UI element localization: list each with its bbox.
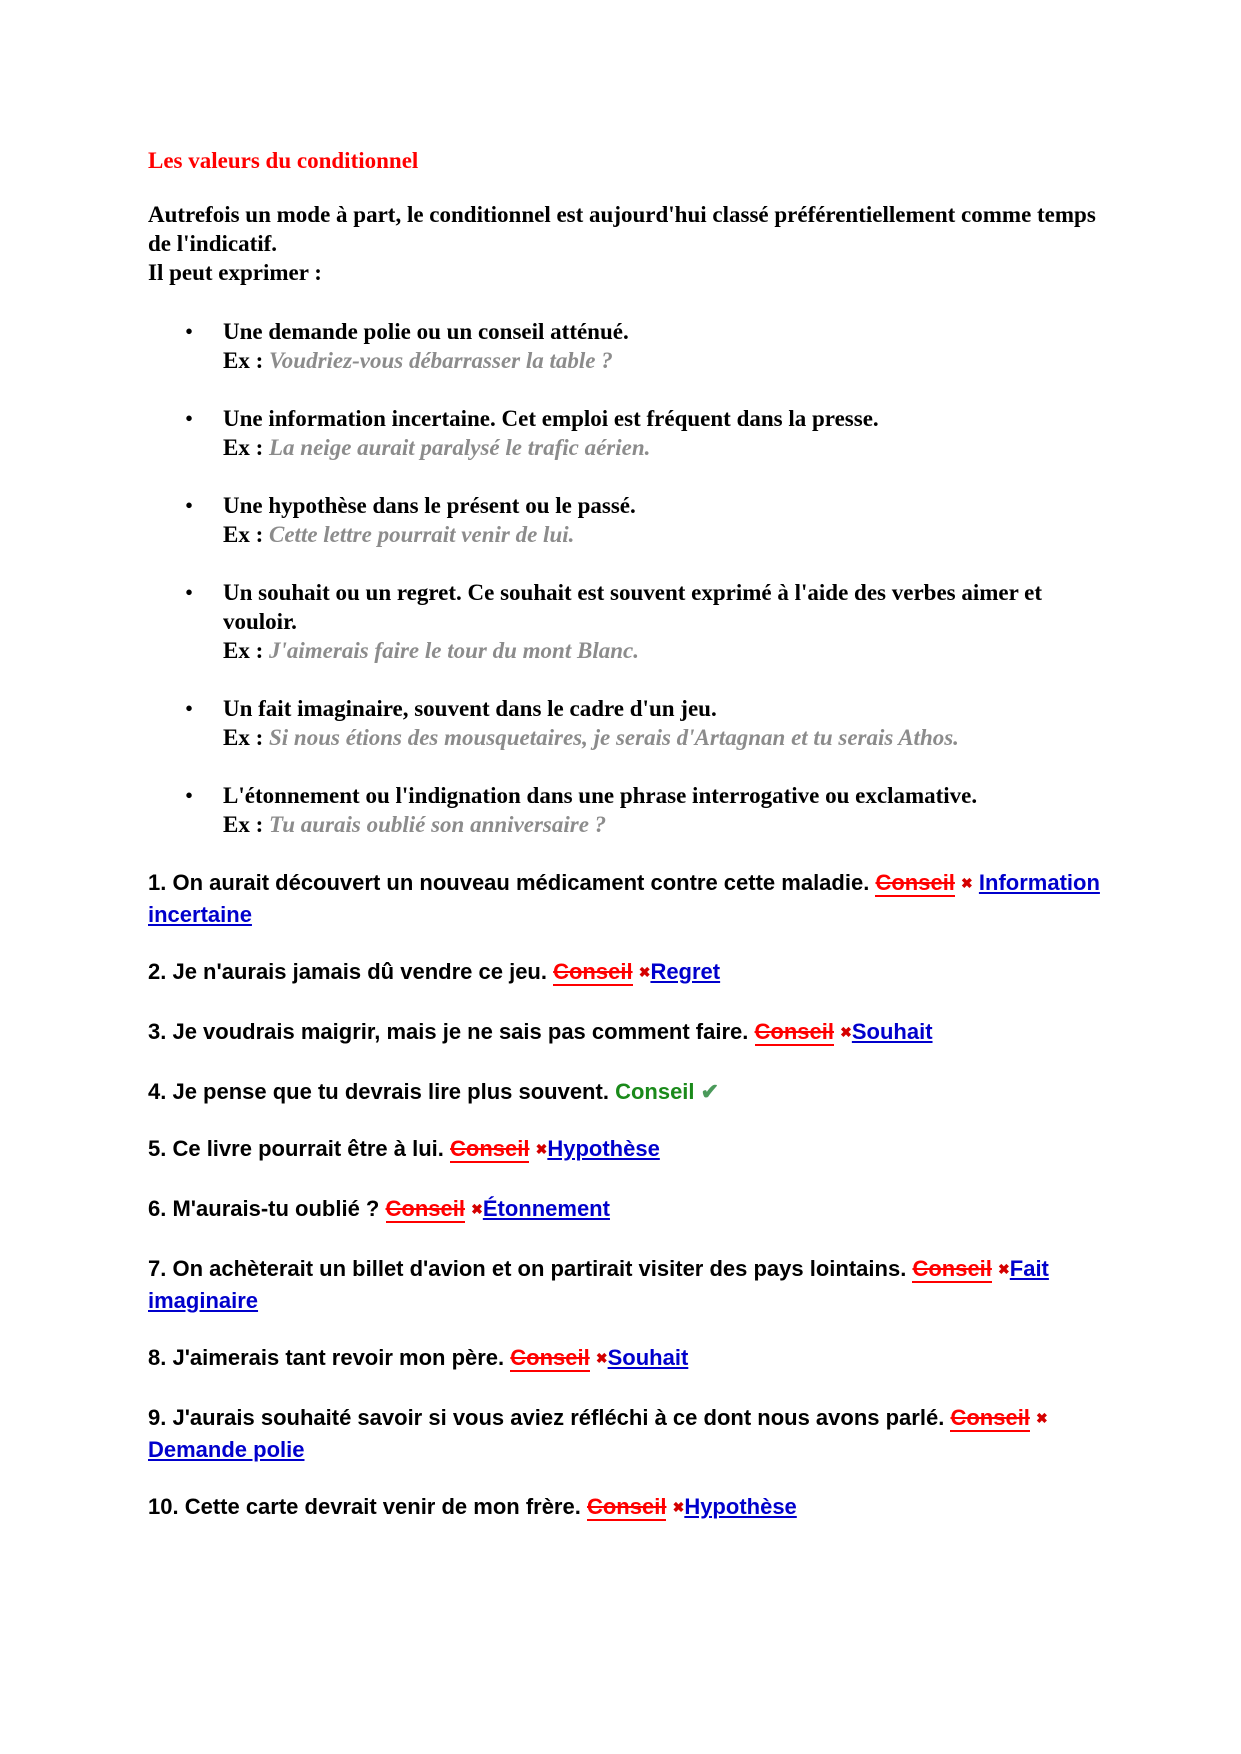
- quiz-item: [148, 1017, 1108, 1049]
- document-title: Les valeurs du conditionnel: [148, 148, 419, 173]
- example-text: La neige aurait paralysé le trafic aérien.: [269, 435, 651, 460]
- wrong-answer: Conseil: [912, 1256, 992, 1281]
- example-text: Tu aurais oublié son anniversaire ?: [269, 812, 607, 837]
- quiz-list: [148, 868, 1108, 1524]
- quiz-sentence: 3. Je voudrais maigrir, mais je ne sais pas comment faire.: [148, 1019, 749, 1044]
- use-text: Une hypothèse dans le présent ou le passé.: [223, 493, 636, 518]
- quiz-sentence: 1. On aurait découvert un nouveau médicament contre cette maladie.: [148, 870, 870, 895]
- correct-answer: Fait imaginaire: [148, 1256, 1049, 1313]
- example-label: Ex :: [223, 522, 264, 547]
- example-label: Ex :: [223, 435, 264, 460]
- use-item: [148, 317, 1108, 375]
- cross-icon: ✖: [840, 1024, 852, 1040]
- bullet-icon: •: [185, 319, 194, 344]
- uses-list: [148, 317, 1108, 839]
- use-item: [148, 781, 1108, 839]
- use-item: [148, 578, 1108, 665]
- example-label: Ex :: [223, 638, 264, 663]
- quiz-item: [148, 868, 1108, 929]
- use-text: L'étonnement ou l'indignation dans une phrase interrogative ou exclamative.: [223, 783, 978, 808]
- example-text: Si nous étions des mousquetaires, je serais d'Artagnan et tu serais Athos.: [269, 725, 959, 750]
- wrong-answer: Conseil: [950, 1405, 1030, 1430]
- quiz-sentence: 5. Ce livre pourrait être à lui.: [148, 1136, 444, 1161]
- wrong-answer: Conseil: [586, 1494, 667, 1519]
- wrong-answer: Conseil: [450, 1136, 530, 1161]
- example-label: Ex :: [223, 348, 264, 373]
- quiz-sentence: 10. Cette carte devrait venir de mon frère.: [148, 1494, 581, 1519]
- check-icon: ✔: [700, 1079, 720, 1104]
- example-label: Ex :: [223, 725, 264, 750]
- bullet-icon: •: [185, 696, 194, 721]
- quiz-item: [148, 1343, 1108, 1375]
- quiz-item: [148, 1492, 1108, 1524]
- intro-paragraph: [148, 200, 1108, 287]
- quiz-sentence: 9. J'aurais souhaité savoir si vous aviez réfléchi à ce dont nous avons parlé.: [148, 1405, 945, 1430]
- example-label: Ex :: [223, 812, 264, 837]
- bullet-icon: •: [185, 580, 194, 605]
- correct-answer: Hypothèse: [684, 1494, 797, 1519]
- wrong-answer: Conseil: [754, 1019, 834, 1044]
- quiz-sentence: 6. M'aurais-tu oublié ?: [148, 1196, 380, 1221]
- intro-line-2: Il peut exprimer :: [148, 260, 322, 285]
- cross-icon: ✖: [998, 1261, 1010, 1277]
- correct-answer: Demande polie: [148, 1437, 305, 1462]
- cross-icon: ✖: [595, 1350, 608, 1366]
- quiz-sentence: 8. J'aimerais tant revoir mon père.: [148, 1345, 505, 1370]
- cross-icon: ✖: [1036, 1410, 1048, 1426]
- use-text: Un fait imaginaire, souvent dans le cadre d'un jeu.: [223, 696, 717, 721]
- cross-icon: ✖: [638, 964, 651, 980]
- wrong-answer: Conseil: [510, 1345, 590, 1370]
- wrong-answer: Conseil: [553, 959, 633, 984]
- example-text: J'aimerais faire le tour du mont Blanc.: [269, 638, 639, 663]
- correct-answer: Information incertaine: [148, 870, 1100, 927]
- quiz-sentence: 7. On achèterait un billet d'avion et on partirait visiter des pays lointains.: [148, 1256, 907, 1281]
- wrong-answer: Conseil: [385, 1196, 465, 1221]
- wrong-answer: Conseil: [875, 870, 955, 895]
- example-text: Voudriez-vous débarrasser la table ?: [269, 348, 613, 373]
- correct-answer: Souhait: [851, 1019, 933, 1044]
- cross-icon: ✖: [961, 875, 973, 891]
- correct-answer: Étonnement: [482, 1196, 610, 1221]
- bullet-icon: •: [185, 783, 194, 808]
- correct-answer: Souhait: [607, 1345, 689, 1370]
- quiz-item: [148, 1134, 1108, 1166]
- cross-icon: ✖: [672, 1499, 685, 1515]
- use-item: [148, 694, 1108, 752]
- quiz-item: [148, 1254, 1108, 1315]
- cross-icon: ✖: [535, 1141, 548, 1157]
- correct-answer: Regret: [650, 959, 721, 984]
- example-text: Cette lettre pourrait venir de lui.: [269, 522, 575, 547]
- quiz-item: [148, 1077, 1108, 1106]
- bullet-icon: •: [185, 493, 194, 518]
- quiz-sentence: 4. Je pense que tu devrais lire plus souvent.: [148, 1079, 609, 1104]
- correct-answer: Hypothèse: [547, 1136, 660, 1161]
- quiz-item: [148, 957, 1108, 989]
- use-item: [148, 491, 1108, 549]
- cross-icon: ✖: [471, 1201, 483, 1217]
- intro-line-1: Autrefois un mode à part, le conditionnel est aujourd'hui classé préférentiellement comme temps de l'indicatif.: [148, 202, 1096, 256]
- use-text: Un souhait ou un regret. Ce souhait est souvent exprimé à l'aide des verbes aimer et vouloir.: [223, 580, 1043, 634]
- document-page: [148, 146, 1108, 1552]
- use-text: Une information incertaine. Cet emploi est fréquent dans la presse.: [223, 406, 879, 431]
- quiz-sentence: 2. Je n'aurais jamais dû vendre ce jeu.: [148, 959, 547, 984]
- quiz-item: [148, 1194, 1108, 1226]
- bullet-icon: •: [185, 406, 194, 431]
- right-answer: Conseil: [615, 1079, 695, 1104]
- quiz-item: [148, 1403, 1108, 1464]
- use-text: Une demande polie ou un conseil atténué.: [223, 319, 629, 344]
- use-item: [148, 404, 1108, 462]
